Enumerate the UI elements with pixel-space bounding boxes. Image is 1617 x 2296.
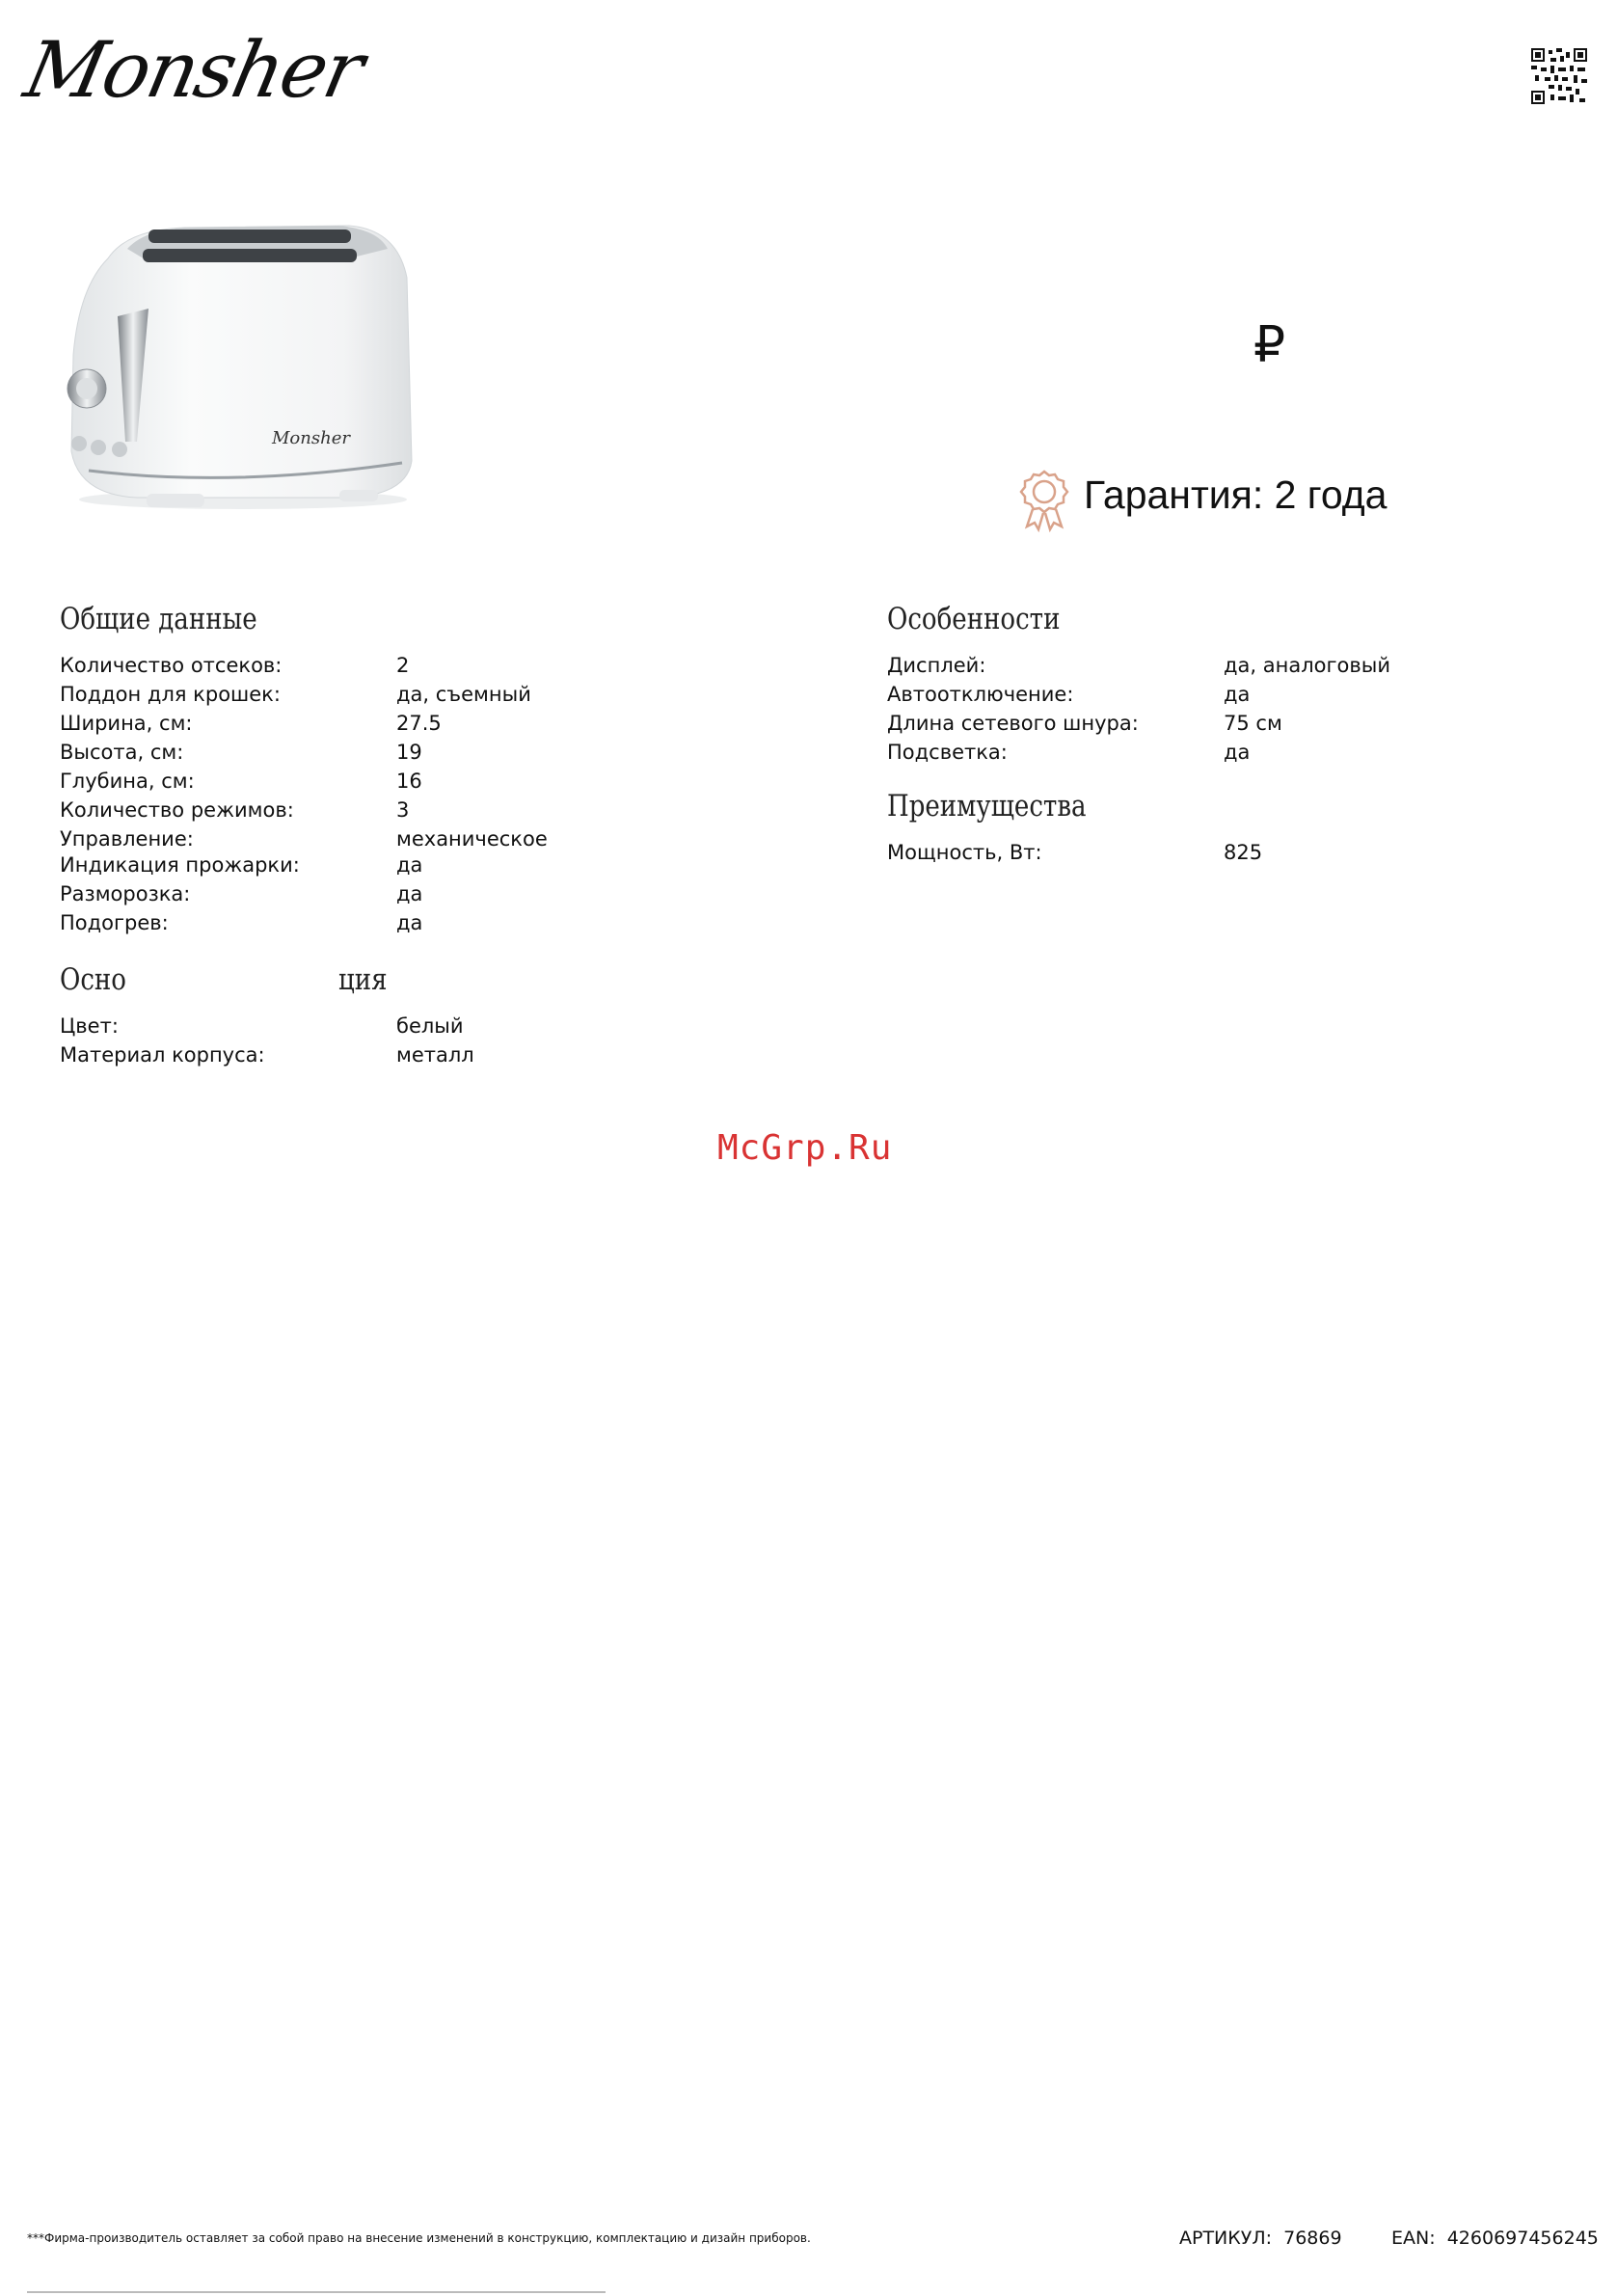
section-title-features: Особенности: [887, 602, 1061, 636]
svg-text:Monsher: Monsher: [272, 428, 350, 448]
spec-label: Материал корпуса:: [60, 1043, 265, 1067]
spec-label: Управление:: [60, 827, 194, 851]
spec-value: белый: [396, 1014, 464, 1038]
article-label: АРТИКУЛ:: [1179, 2228, 1273, 2249]
qr-code-icon: [1531, 48, 1587, 104]
spec-value: 825: [1224, 841, 1263, 864]
spec-value: 75 см: [1224, 712, 1282, 735]
article-number: [1179, 2228, 1342, 2249]
watermark-text: McGrp.Ru: [717, 1128, 893, 1168]
ean-label: EAN:: [1391, 2228, 1436, 2249]
spec-label: Длина сетевого шнура:: [887, 712, 1139, 735]
spec-label: Подсветка:: [887, 741, 1008, 764]
spec-label: Автоотключение:: [887, 683, 1074, 706]
spec-label: Разморозка:: [60, 882, 191, 905]
spec-label: Количество отсеков:: [60, 654, 283, 677]
spec-label: Ширина, см:: [60, 712, 193, 735]
ean-number: [1391, 2228, 1599, 2249]
spec-label: Индикация прожарки:: [60, 853, 300, 877]
article-value: 76869: [1283, 2228, 1342, 2249]
ean-value: 4260697456245: [1446, 2228, 1599, 2249]
price-currency: ₽: [1253, 316, 1286, 374]
spec-value: механическое: [396, 827, 548, 851]
spec-label: Глубина, см:: [60, 770, 195, 793]
bottom-divider: [27, 2291, 606, 2293]
spec-value: да: [396, 911, 423, 934]
warranty-badge-icon: [1017, 469, 1071, 532]
section-title-general: Общие данные: [60, 602, 257, 636]
brand-logo: Monsher: [17, 25, 370, 115]
spec-label: Количество режимов:: [60, 798, 294, 822]
spec-value: металл: [396, 1043, 474, 1067]
warranty-text: Гарантия: 2 года: [1084, 473, 1388, 517]
footer-disclaimer: ***Фирма-производитель оставляет за собой право на внесение изменений в конструкцию, комплектацию и дизайн приборов.: [27, 2231, 811, 2245]
spec-value: 27.5: [396, 712, 442, 735]
spec-value: да, аналоговый: [1224, 654, 1390, 677]
spec-value: 19: [396, 741, 422, 764]
spec-value: 16: [396, 770, 422, 793]
section-title-design-part2: ция: [338, 962, 388, 997]
spec-label: Дисплей:: [887, 654, 986, 677]
toaster-product-image: [60, 220, 418, 521]
spec-label: Высота, см:: [60, 741, 184, 764]
spec-value: 2: [396, 654, 410, 677]
spec-value: да, съемный: [396, 683, 531, 706]
spec-value: 3: [396, 798, 410, 822]
spec-value: да: [396, 882, 423, 905]
section-title-design-part1: Осно: [60, 962, 126, 997]
spec-value: да: [396, 853, 423, 877]
spec-label: Поддон для крошек:: [60, 683, 281, 706]
spec-label: Мощность, Вт:: [887, 841, 1042, 864]
section-title-advantages: Преимущества: [887, 789, 1087, 824]
spec-value: да: [1224, 741, 1251, 764]
spec-label: Подогрев:: [60, 911, 169, 934]
spec-label: Цвет:: [60, 1014, 119, 1038]
spec-value: да: [1224, 683, 1251, 706]
